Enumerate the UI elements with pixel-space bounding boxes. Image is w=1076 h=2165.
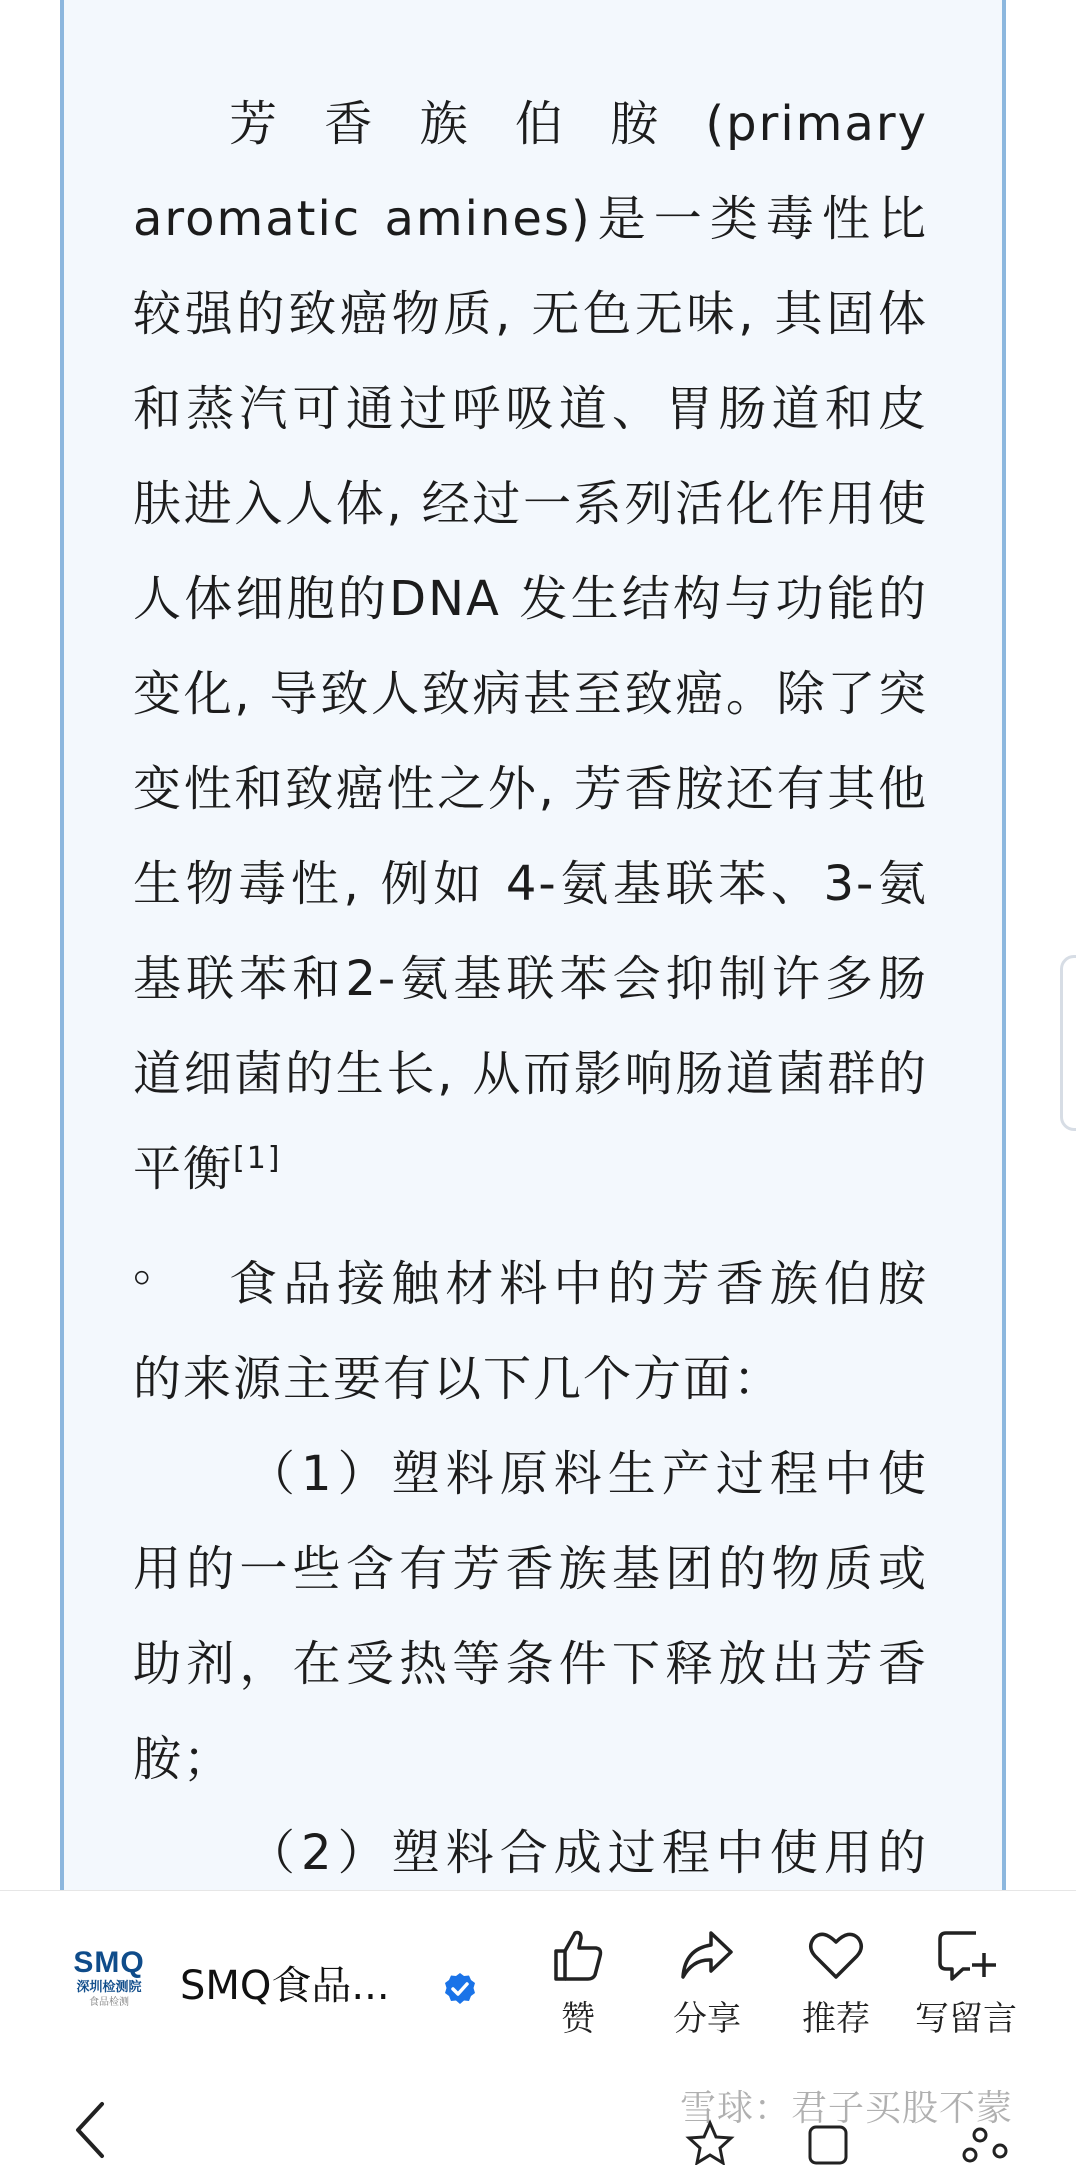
comment-button[interactable] <box>906 1925 1026 2039</box>
back-arrow-icon[interactable] <box>70 2100 110 2160</box>
recommend-label: 推荐 <box>802 1999 870 2039</box>
more-icon <box>964 2129 1006 2161</box>
logo-caption: 食品检测 <box>89 1997 129 2008</box>
paragraph-1-end: 。 <box>133 1236 184 1292</box>
account-logo[interactable] <box>68 1947 150 2013</box>
tabs-icon <box>810 2127 846 2163</box>
toolbar-icons <box>680 2115 1060 2165</box>
article-action-bar <box>0 1890 1076 2041</box>
share-label: 分享 <box>673 1999 741 2039</box>
watermark: 雪球：君子买股不蒙 <box>680 2088 1014 2129</box>
thumbs-up-icon <box>548 1925 608 1985</box>
article-paragraph-3: （1）塑料原料生产过程中使用的一些含有芳香族基团的物质或助剂，在受热等条件下释放出芳香胺； <box>133 1446 928 1787</box>
heart-icon <box>806 1925 866 1985</box>
recommend-button[interactable] <box>776 1925 896 2039</box>
article-paragraph-2: 食品接触材料中的芳香族伯胺的来源主要有以下几个方面： <box>133 1256 928 1407</box>
article-paragraph-4: （2）塑料合成过程中使用的 <box>247 1825 928 1881</box>
like-label: 赞 <box>561 1999 595 2039</box>
comment-label: 写留言 <box>915 1999 1017 2039</box>
logo-subtitle: 深圳检测院 <box>76 1980 142 1995</box>
account-name[interactable]: SMQ食品... <box>180 1963 390 2009</box>
like-button[interactable] <box>518 1925 638 2039</box>
reference-marker[interactable]: [1] <box>233 1141 282 1176</box>
paragraph-1-text: 芳香族伯胺(primary aromatic amines)是一类毒性比较强的致癌物质, 无色无味, 其固体和蒸汽可通过呼吸道、胃肠道和皮肤进入人体, 经过一系列活化作用使人体细胞的DNA 发生结构与功能的变化, 导致人致病甚至致癌。除了突变性和致癌性之外, 芳香胺还有其他生物毒性, 例如 4-氨基联苯、3-氨基联苯和2-氨基联苯会抑制许多肠道细菌的生长, 从而影响肠道菌群的平衡 <box>133 96 928 1197</box>
side-float-tab[interactable] <box>1060 955 1076 1131</box>
comment-add-icon <box>936 1925 996 1985</box>
share-arrow-icon <box>677 1925 737 1985</box>
share-button[interactable] <box>647 1925 767 2039</box>
bottom-navigation <box>0 2040 1076 2153</box>
logo-text: SMQ <box>73 1946 145 1979</box>
star-icon <box>689 2123 731 2163</box>
verified-badge-icon <box>442 1971 478 2007</box>
article-paragraph-1 <box>133 77 928 1312</box>
